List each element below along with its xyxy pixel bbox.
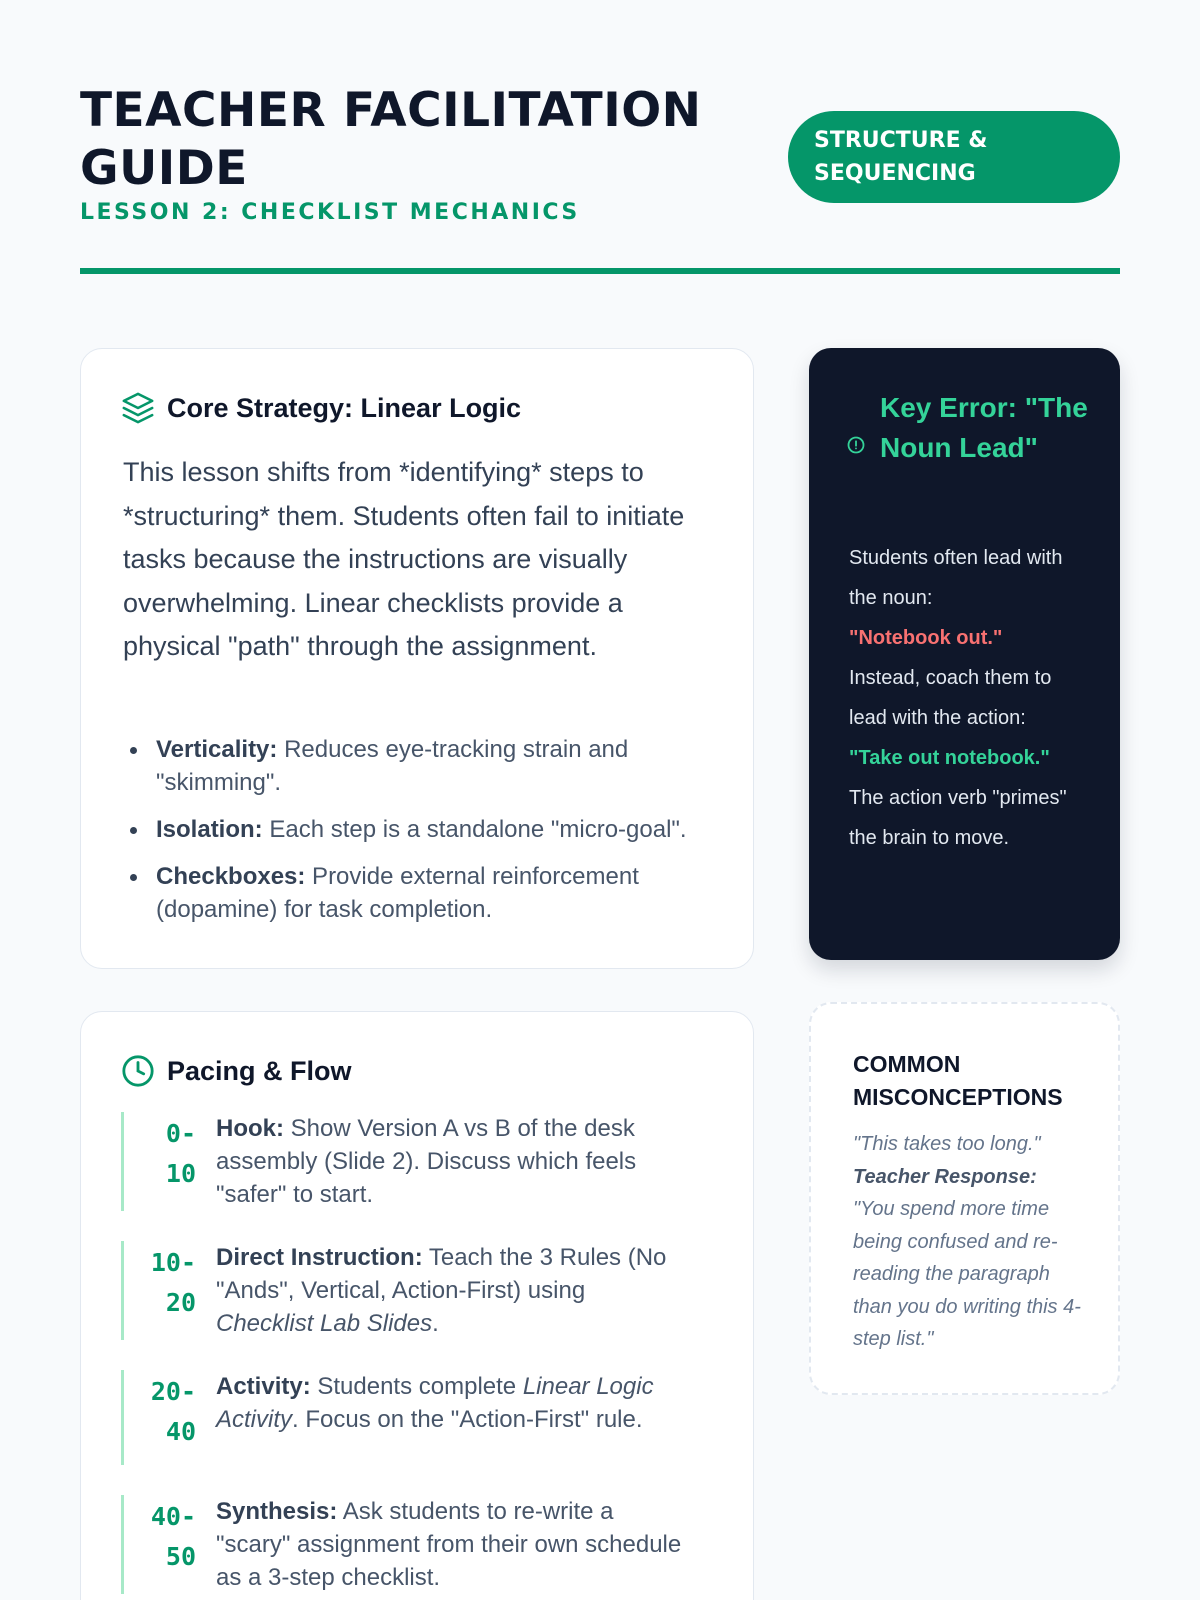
misconceptions-body xyxy=(853,1128,1083,1356)
time-range xyxy=(124,1114,196,1194)
pacing-heading xyxy=(121,1054,352,1088)
time-start: 10- xyxy=(150,1248,196,1277)
misconceptions-title: COMMON MISCONCEPTIONS xyxy=(853,1051,1063,1110)
phase-term: Hook: xyxy=(216,1115,284,1142)
strategy-intro: This lesson shifts from *identifying* steps to *structuring* them. Students often fail to initiate tasks because the instructions are visually overwhelming. Linear checklists provide a physical "path" through the assignment. xyxy=(123,457,685,661)
layers-icon xyxy=(121,391,155,425)
time-start: 20- xyxy=(150,1377,196,1406)
key-error-line2: Instead, coach them to lead with the action: xyxy=(849,667,1052,729)
key-error-title: Key Error: "The Noun Lead" xyxy=(880,392,1088,463)
bad-example: "Notebook out." xyxy=(849,627,1003,649)
bullet-term: Verticality: xyxy=(156,736,278,763)
phase-text: Ask students to re-write a "scary" assignment from their own schedule as a 3-step checklist. xyxy=(216,1498,682,1591)
misconception-quote: "This takes too long." xyxy=(853,1133,1041,1155)
time-range xyxy=(124,1372,196,1452)
time-end: 50 xyxy=(165,1542,196,1571)
list-item xyxy=(123,733,723,799)
time-end: 40 xyxy=(165,1417,196,1446)
bullet-text: Reduces eye-tracking strain and "skimming". xyxy=(156,736,629,796)
misconceptions-card xyxy=(809,1002,1120,1395)
time-range xyxy=(124,1497,196,1577)
strategy-heading xyxy=(121,391,521,425)
phase-text: Show Version A vs B of the desk assembly (Slide 2). Discuss which feels "safer" to start. xyxy=(216,1115,637,1208)
header-divider xyxy=(80,268,1120,274)
key-error-line3: The action verb "primes" the brain to move. xyxy=(849,787,1067,849)
time-end: 10 xyxy=(165,1159,196,1188)
list-item xyxy=(123,860,723,926)
list-item xyxy=(123,813,723,846)
pacing-card xyxy=(80,1011,754,1600)
header xyxy=(80,82,1120,282)
key-error-body xyxy=(849,538,1089,858)
teacher-response: "You spend more time being confused and re-reading the paragraph than you do writing this 4-step list." xyxy=(853,1198,1081,1350)
bullet-term: Isolation: xyxy=(156,816,263,843)
page-subtitle: LESSON 2: CHECKLIST MECHANICS xyxy=(80,200,580,225)
bullet-text: Provide external reinforcement (dopamine) for task completion. xyxy=(156,863,639,923)
key-error-line1: Students often lead with the noun: xyxy=(849,547,1063,609)
timeline-text xyxy=(216,1112,686,1211)
time-range xyxy=(124,1243,196,1323)
phase-text: Teach the 3 Rules (No "Ands", Vertical, Action-First) using xyxy=(216,1244,667,1304)
pacing-title: Pacing & Flow xyxy=(167,1055,352,1086)
timeline-row xyxy=(121,1112,721,1211)
timeline-text xyxy=(216,1241,686,1340)
good-example: "Take out notebook." xyxy=(849,747,1050,769)
timeline-row xyxy=(121,1495,721,1594)
clock-icon xyxy=(121,1054,155,1088)
phase-term: Synthesis: xyxy=(216,1498,338,1525)
alert-circle-icon xyxy=(847,436,865,454)
phase-tail: . xyxy=(432,1310,439,1337)
response-label: Teacher Response: xyxy=(853,1165,1037,1188)
phase-term: Direct Instruction: xyxy=(216,1244,423,1271)
phase-tail: . Focus on the "Action-First" rule. xyxy=(292,1406,643,1433)
timeline-row xyxy=(121,1370,721,1465)
category-badge: STRUCTURE & SEQUENCING xyxy=(788,111,1120,203)
time-end: 20 xyxy=(165,1288,196,1317)
page-title: TEACHER FACILITATION GUIDE xyxy=(80,83,702,196)
timeline-text xyxy=(216,1495,686,1594)
time-start: 40- xyxy=(150,1502,196,1531)
bullet-text: Each step is a standalone "micro-goal". xyxy=(262,816,687,843)
time-start: 0- xyxy=(165,1119,196,1148)
phase-text: Students complete xyxy=(310,1373,523,1400)
timeline-row xyxy=(121,1241,721,1340)
strategy-card xyxy=(80,348,754,969)
bullet-term: Checkboxes: xyxy=(156,863,306,890)
phase-term: Activity: xyxy=(216,1373,311,1400)
key-error-card xyxy=(809,348,1120,960)
phase-resource: Checklist Lab Slides xyxy=(216,1310,433,1337)
phase-resource: Linear Logic Activity xyxy=(216,1373,654,1433)
key-error-heading xyxy=(847,388,1117,468)
strategy-bullets xyxy=(123,733,723,940)
guide-page xyxy=(80,0,1120,1600)
timeline-text xyxy=(216,1370,686,1436)
strategy-title: Core Strategy: Linear Logic xyxy=(167,392,522,423)
pacing-timeline xyxy=(121,1112,721,1600)
